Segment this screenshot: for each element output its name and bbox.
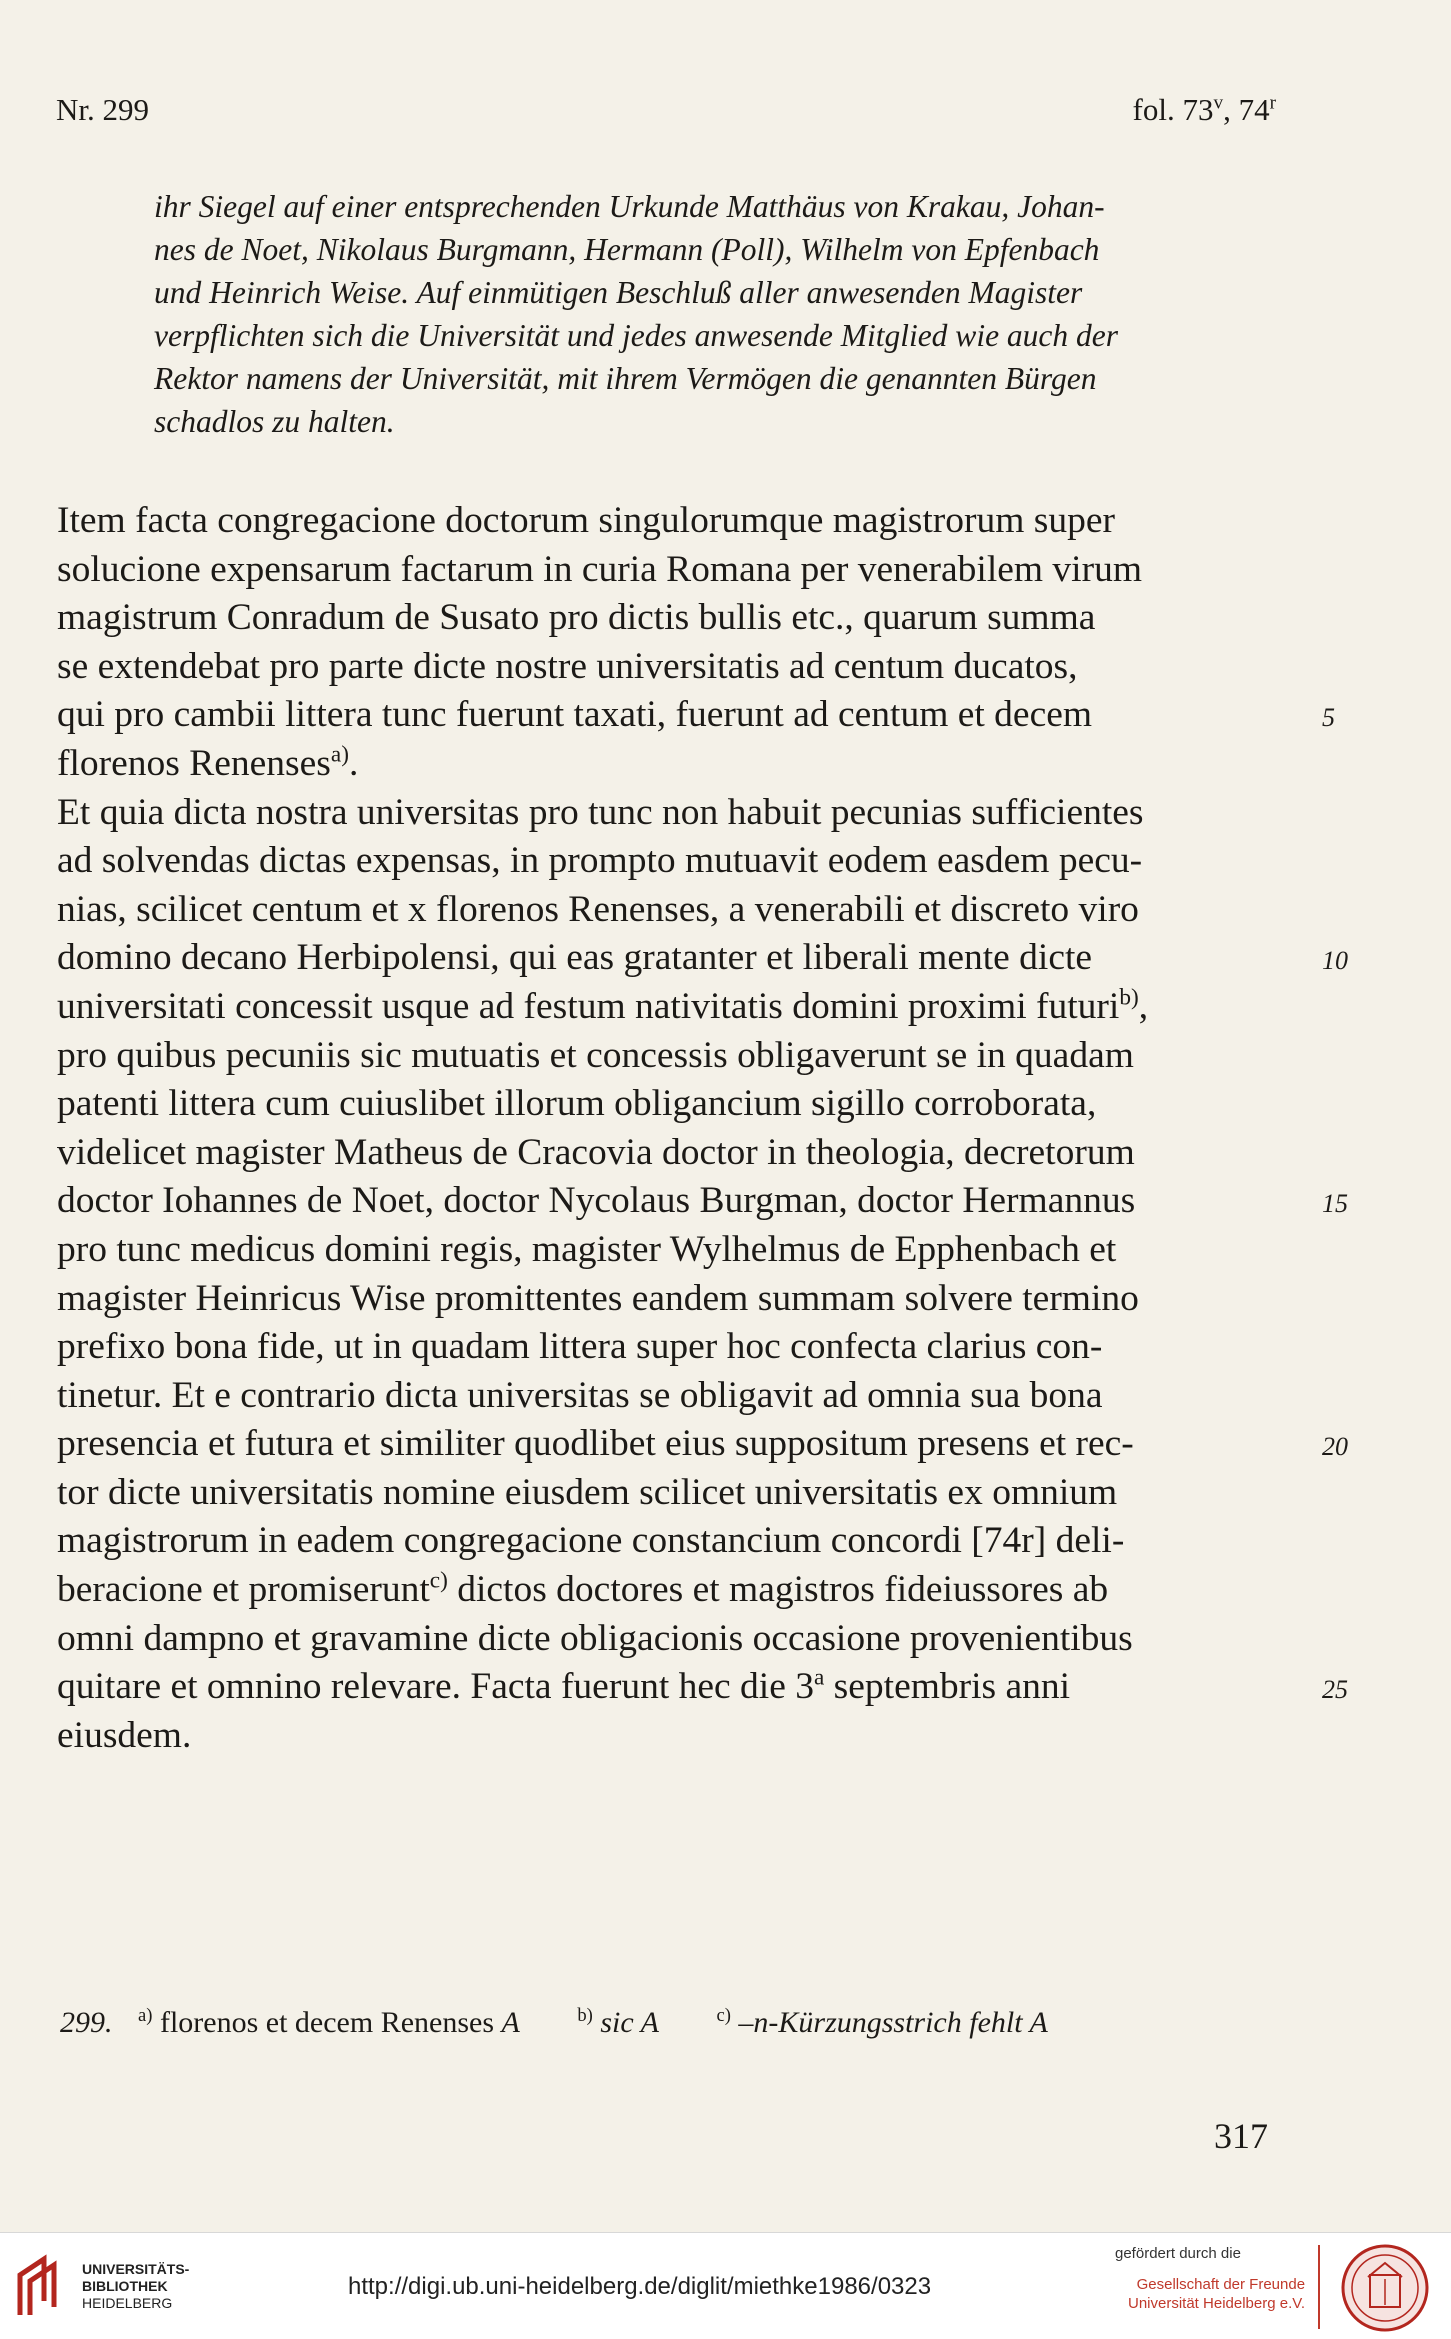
text-line: eiusdem.	[57, 1714, 192, 1756]
german-summary	[154, 185, 1276, 443]
summary-line: nes de Noet, Nikolaus Burgmann, Hermann (Poll), Wilhelm von Epfenbach	[154, 232, 1100, 267]
text-line: domino decano Herbipolensi, qui eas gratanter et liberali mente dicte	[57, 937, 1093, 979]
sponsor-label: gefördert durch die	[1115, 2245, 1241, 2262]
running-header-folio: fol. 73$^v$, 74$^r$	[1132, 92, 1276, 127]
text-line: qui pro cambii littera tunc fuerunt taxati, fuerunt ad centum et decem	[57, 694, 1093, 736]
digitization-footer	[0, 2232, 1451, 2339]
footnote-ref-c: c)	[429, 1567, 448, 1594]
footnote-a: $^{a)}$ florenos et decem Renenses A	[138, 2005, 520, 2039]
permalink-url[interactable]: http://digi.ub.uni-heidelberg.de/diglit/miethke1986/0323	[348, 2273, 932, 2300]
footnote-b: $^{b)}$ sic A	[577, 2005, 659, 2039]
footnotes	[60, 2006, 1098, 2040]
summary-line: verpflichten sich die Universität und jedes anwesende Mitglied wie auch der	[154, 318, 1119, 353]
text-line: presencia et futura et similiter quodlibet eius suppositum presens et rec-	[57, 1423, 1134, 1465]
page-number: 317	[1214, 2116, 1268, 2156]
text-line: quitare et omnino relevare. Facta fuerunt hec die 3$^a$ septembris anni	[57, 1664, 1071, 1708]
summary-line: schadlos zu halten.	[154, 404, 395, 439]
line-number: 15	[1322, 1189, 1348, 1218]
university-library-logo-icon	[14, 2253, 66, 2319]
text-line: omni dampno et gravamine dicte obligacionis occasione provenientibus	[57, 1617, 1133, 1659]
text-line: nias, scilicet centum et x florenos Renenses, a venerabili et discreto viro	[57, 888, 1139, 930]
text-line: pro quibus pecuniis sic mutuatis et concessis obligaverunt se in quadam	[57, 1034, 1134, 1076]
summary-line: ihr Siegel auf einer entsprechenden Urkunde Matthäus von Krakau, Johan-	[154, 189, 1105, 224]
line-number: 5	[1322, 703, 1335, 732]
text-line: florenos Renenses$^{a)}$.	[57, 741, 359, 784]
text-line: Et quia dicta nostra universitas pro tunc non habuit pecunias sufficientes	[57, 791, 1144, 833]
sponsor-name: Gesellschaft der Freunde Universität Heidelberg e.V.	[1128, 2276, 1306, 2312]
university-seal-icon	[1340, 2243, 1430, 2333]
text-line: pro tunc medicus domini regis, magister Wylhelmus de Epphenbach et	[57, 1228, 1117, 1270]
text-line: Item facta congregacione doctorum singulorumque magistrorum super	[57, 500, 1116, 541]
footnote-c: $^{c)}$ –n-Kürzungsstrich fehlt A	[716, 2005, 1048, 2039]
text-line: universitati concessit usque ad festum nativitatis domini proximi futuri$^{b)}$,	[57, 984, 1149, 1027]
text-line: se extendebat pro parte dicte nostre universitatis ad centum ducatos,	[57, 645, 1078, 687]
summary-line: und Heinrich Weise. Auf einmütigen Beschluß aller anwesenden Magister	[154, 275, 1083, 310]
text-line: videlicet magister Matheus de Cracovia doctor in theologia, decretorum	[57, 1131, 1135, 1173]
text-line: solucione expensarum factarum in curia Romana per venerabilem virum	[57, 548, 1143, 590]
footnote-ref-a: a)	[330, 741, 349, 768]
text-line: magister Heinricus Wise promittentes eandem summam solvere termino	[57, 1277, 1139, 1319]
text-line: tinetur. Et e contrario dicta universitas se obligavit ad omnia sua bona	[57, 1374, 1103, 1416]
footer-divider	[1318, 2245, 1320, 2329]
running-header-number: Nr. 299	[56, 92, 149, 127]
text-line: doctor Iohannes de Noet, doctor Nycolaus Burgman, doctor Hermannus	[57, 1180, 1136, 1222]
library-name: UNIVERSITÄTS- BIBLIOTHEK HEIDELBERG	[82, 2261, 190, 2311]
footnote-document-number: 299.	[60, 2006, 113, 2039]
line-number: 10	[1322, 946, 1348, 975]
footnote-ref-b: b)	[1119, 984, 1139, 1011]
summary-line: Rektor namens der Universität, mit ihrem Vermögen die genannten Bürgen	[154, 361, 1097, 396]
text-line: patenti littera cum cuiuslibet illorum obligancium sigillo corroborata,	[57, 1083, 1097, 1125]
latin-text	[57, 497, 1276, 1760]
text-line: tor dicte universitatis nomine eiusdem scilicet universitatis ex omnium	[57, 1471, 1118, 1513]
line-number: 25	[1322, 1675, 1348, 1704]
text-line: beracione et promiserunt$^{c)}$ dictos doctores et magistros fideiussores ab	[57, 1567, 1109, 1611]
text-line: ad solvendas dictas expensas, in prompto mutuavit eodem easdem pecu-	[57, 840, 1143, 882]
line-number: 20	[1322, 1432, 1348, 1461]
text-line: magistrum Conradum de Susato pro dictis bullis etc., quarum summa	[57, 597, 1096, 639]
text-line: magistrorum in eadem congregacione constancium concordi [74r] deli-	[57, 1520, 1125, 1562]
text-line: prefixo bona fide, ut in quadam littera super hoc confecta clarius con-	[57, 1326, 1103, 1368]
